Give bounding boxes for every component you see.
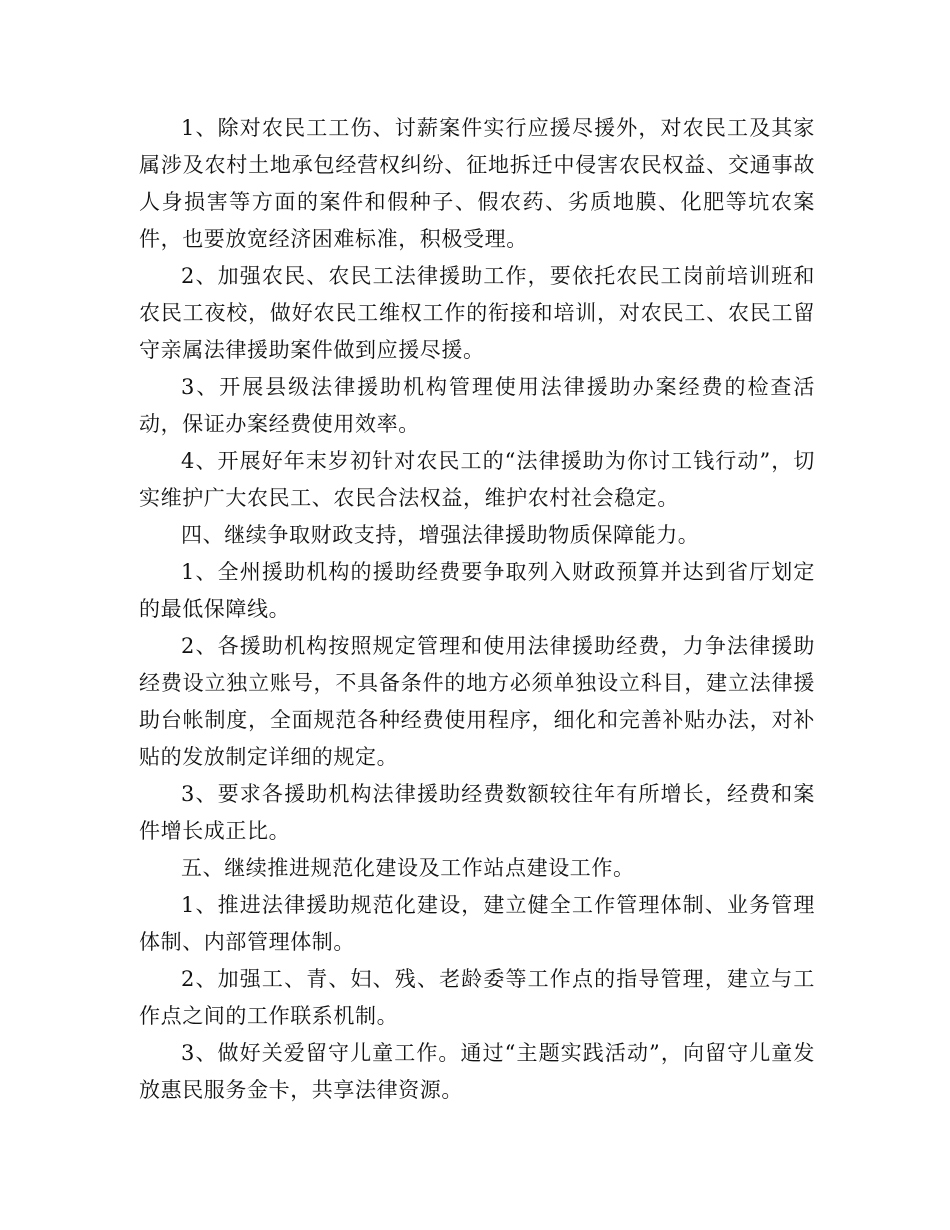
paragraph-item-5: 1、全州援助机构的援助经费要争取列入财政预算并达到省厅划定的最低保障线。	[139, 560, 815, 621]
paragraph-item-10: 3、做好关爱留守儿童工作。通过“主题实践活动”，向留守儿童发放惠民服务金卡，共享法律资源。	[139, 1041, 815, 1102]
paragraph-item-6: 2、各援助机构按照规定管理和使用法律援助经费，力争法律援助经费设立独立账号，不具备条件的地方必须单独设立科目，建立法律援助台帐制度，全面规范各种经费使用程序，细化和完善补贴办法，对补贴的发放制定详细的规定。	[139, 634, 815, 769]
section-heading-4: 四、继续争取财政支持，增强法律援助物质保障能力。	[181, 523, 700, 547]
paragraph-item-1: 1、除对农民工工伤、讨薪案件实行应援尽援外，对农民工及其家属涉及农村土地承包经营权纠纷、征地拆迁中侵害农民权益、交通事故人身损害等方面的案件和假种子、假农药、劣质地膜、化肥等坑农案件，也要放宽经济困难标准，积极受理。	[139, 116, 815, 251]
section-heading-5: 五、继续推进规范化建设及工作站点建设工作。	[181, 856, 635, 880]
paragraph-item-8: 1、推进法律援助规范化建设，建立健全工作管理体制、业务管理体制、内部管理体制。	[139, 893, 815, 954]
paragraph-item-9: 2、加强工、青、妇、残、老龄委等工作点的指导管理，建立与工作点之间的工作联系机制。	[139, 967, 815, 1028]
document-page	[139, 110, 815, 1109]
paragraph-item-2: 2、加强农民、农民工法律援助工作，要依托农民工岗前培训班和农民工夜校，做好农民工维权工作的衔接和培训，对农民工、农民工留守亲属法律援助案件做到应援尽援。	[139, 264, 815, 362]
paragraph-item-7: 3、要求各援助机构法律援助经费数额较往年有所增长，经费和案件增长成正比。	[139, 782, 815, 843]
paragraph-item-3: 3、开展县级法律援助机构管理使用法律援助办案经费的检查活动，保证办案经费使用效率。	[139, 375, 815, 436]
paragraph-item-4: 4、开展好年末岁初针对农民工的“法律援助为你讨工钱行动”，切实维护广大农民工、农民合法权益，维护农村社会稳定。	[139, 449, 815, 510]
